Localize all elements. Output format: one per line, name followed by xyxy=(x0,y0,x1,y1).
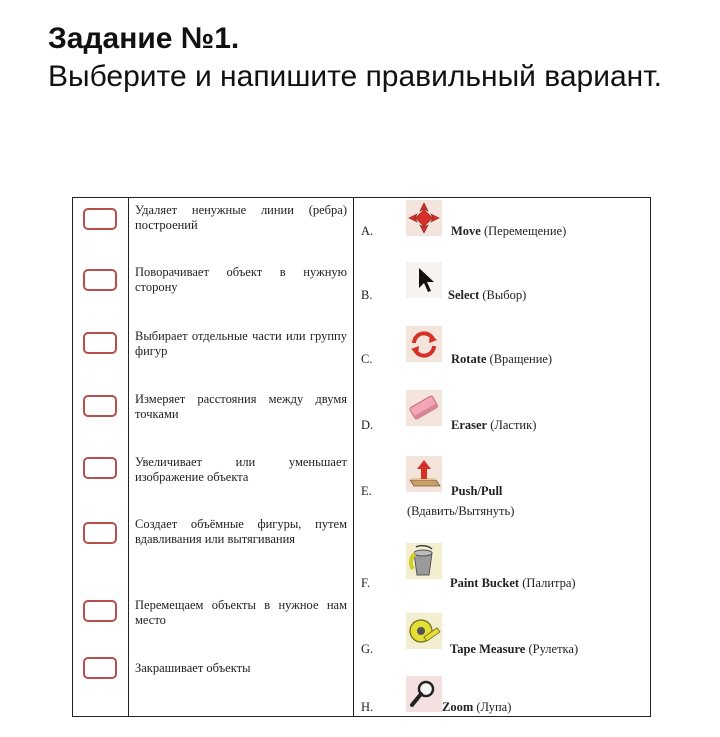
option-label: Select (Выбор) xyxy=(448,288,527,302)
move-icon xyxy=(406,200,442,236)
option-letter: A. xyxy=(361,224,374,238)
answer-checkbox-3[interactable] xyxy=(83,332,117,354)
description-6: Создает объёмные фигуры, путем вдавливания или вытягивания xyxy=(135,517,347,546)
option-translation: (Вдавить/Вытянуть) xyxy=(407,504,515,518)
answer-checkbox-1[interactable] xyxy=(83,208,117,230)
description-5: Увеличивает или уменьшает изображение объекта xyxy=(135,455,347,484)
rotate-icon xyxy=(406,326,442,362)
option-label: Paint Bucket (Палитра) xyxy=(450,576,576,590)
option-letter: E. xyxy=(361,484,372,498)
option-letter: D. xyxy=(361,418,374,432)
option-letter: F. xyxy=(361,576,371,590)
paint-bucket-icon xyxy=(406,543,442,579)
option-label: Tape Measure (Рулетка) xyxy=(450,642,579,656)
column-divider xyxy=(128,198,129,716)
answer-checkbox-6[interactable] xyxy=(83,522,117,544)
eraser-icon xyxy=(406,390,442,426)
answer-checkbox-2[interactable] xyxy=(83,269,117,291)
description-1: Удаляет ненужные линии (ребра) построений xyxy=(135,203,347,232)
task-instruction: Выберите и напишите правильный вариант. xyxy=(48,60,662,93)
option-label: Push/Pull xyxy=(451,484,503,498)
push-pull-icon xyxy=(406,456,442,492)
answer-checkbox-7[interactable] xyxy=(83,600,117,622)
description-2: Поворачивает объект в нужную сторону xyxy=(135,265,347,294)
option-letter: H. xyxy=(361,700,374,714)
column-divider xyxy=(353,198,354,716)
option-letter: G. xyxy=(361,642,374,656)
answer-checkbox-5[interactable] xyxy=(83,457,117,479)
option-label: Zoom (Лупа) xyxy=(442,700,512,714)
task-heading xyxy=(48,20,688,96)
description-8: Закрашивает объекты xyxy=(135,661,251,675)
option-label: Move (Перемещение) xyxy=(451,224,567,238)
task-title: Задание №1. xyxy=(48,22,240,55)
option-label: Rotate (Вращение) xyxy=(451,352,553,366)
description-4: Измеряет расстояния между двумя точками xyxy=(135,392,347,421)
answer-checkbox-4[interactable] xyxy=(83,395,117,417)
answer-checkbox-8[interactable] xyxy=(83,657,117,679)
description-3: Выбирает отдельные части или группу фигур xyxy=(135,329,347,358)
matching-table xyxy=(72,197,651,717)
zoom-icon xyxy=(406,676,442,712)
option-letter: C. xyxy=(361,352,373,366)
option-label: Eraser (Ластик) xyxy=(451,418,537,432)
description-7: Перемещаем объекты в нужное нам место xyxy=(135,598,347,627)
tape-measure-icon xyxy=(406,613,442,649)
option-letter: B. xyxy=(361,288,373,302)
select-cursor-icon xyxy=(406,262,442,298)
